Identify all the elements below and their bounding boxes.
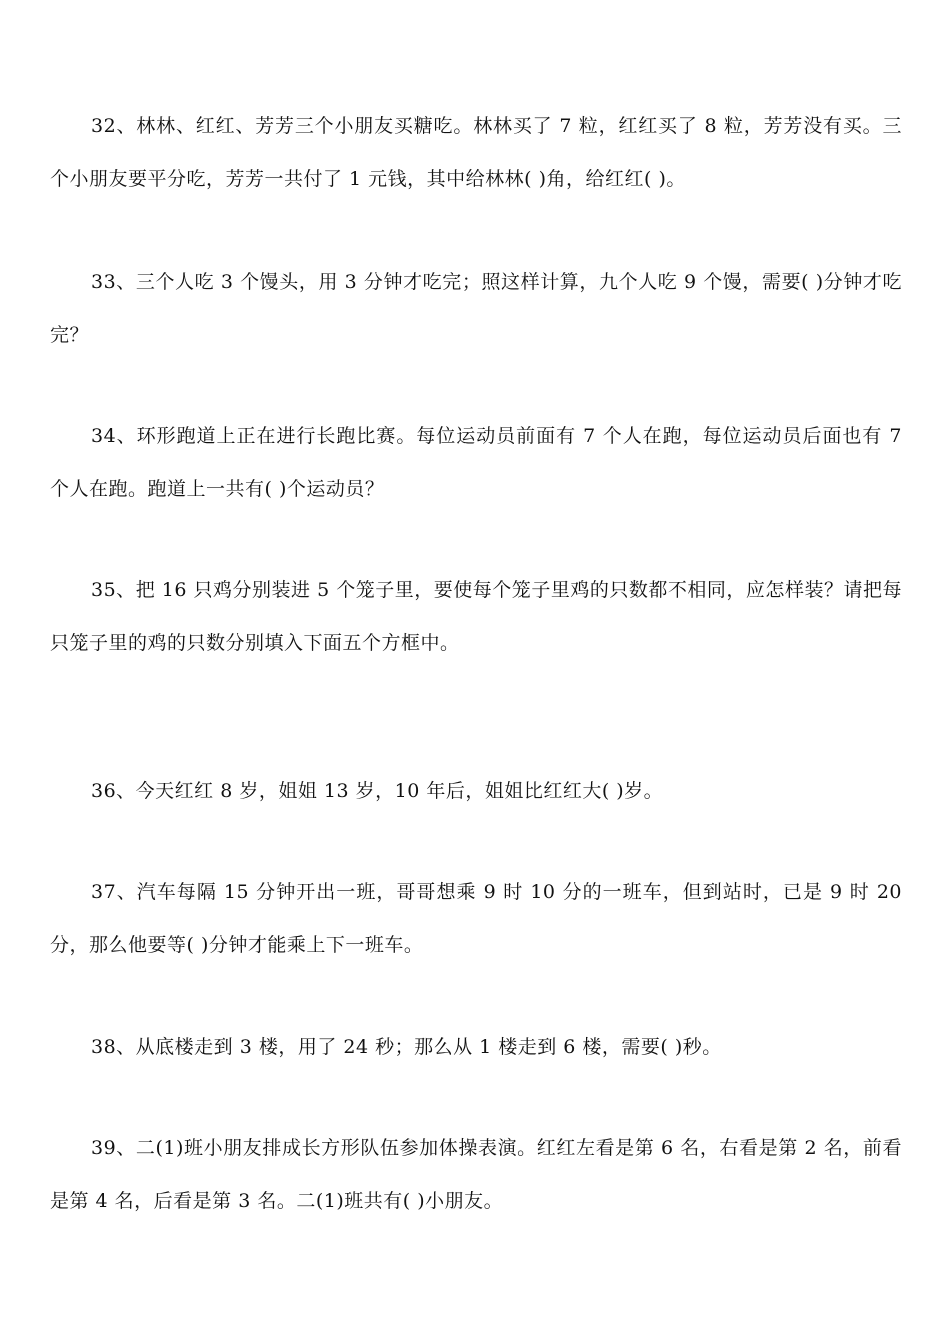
question-35: 35、把 16 只鸡分别装进 5 个笼子里，要使每个笼子里鸡的只数都不相同，应怎样装？请把每只笼子里的鸡的只数分别填入下面五个方框中。 — [50, 579, 902, 654]
question-36: 36、今天红红 8 岁，姐姐 13 岁，10 年后，姐姐比红红大( )岁。 — [91, 780, 664, 802]
question-38: 38、从底楼走到 3 楼，用了 24 秒；那么从 1 楼走到 6 楼，需要( )秒。 — [91, 1036, 722, 1058]
question-37: 37、汽车每隔 15 分钟开出一班，哥哥想乘 9 时 10 分的一班车，但到站时，已是 9 时 20 分，那么他要等( )分钟才能乘上下一班车。 — [50, 881, 902, 956]
question-39: 39、二(1)班小朋友排成长方形队伍参加体操表演。红红左看是第 6 名，右看是第 2 名，前看是第 4 名，后看是第 3 名。二(1)班共有( )小朋友。 — [50, 1137, 902, 1212]
question-34: 34、环形跑道上正在进行长跑比赛。每位运动员前面有 7 个人在跑，每位运动员后面也有 7 个人在跑。跑道上一共有( )个运动员？ — [50, 425, 902, 500]
question-32: 32、林林、红红、芳芳三个小朋友买糖吃。林林买了 7 粒，红红买了 8 粒，芳芳没有买。三个小朋友要平分吃，芳芳一共付了 1 元钱，其中给林林( )角，给红红( )。 — [50, 115, 902, 190]
question-33: 33、三个人吃 3 个馒头，用 3 分钟才吃完；照这样计算，九个人吃 9 个馒，需要( )分钟才吃完？ — [50, 271, 902, 346]
